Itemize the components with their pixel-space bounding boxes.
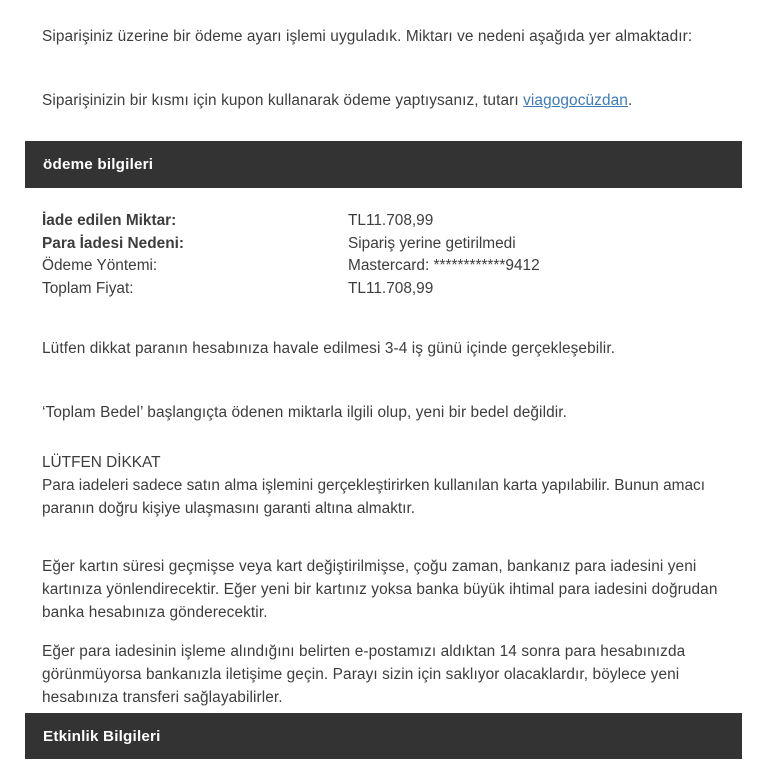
table-row — [42, 278, 722, 301]
attention-body: Para iadeleri sadece satın alma işlemini gerçekleştirirken kullanılan karta yapılabilir. Bunun amacı paranın doğru kişiye ulaşmasını garanti altına almaktır. — [42, 477, 705, 517]
contact-bank-note: Eğer para iadesinin işleme alındığını belirten e-postamızı aldıktan 14 sonra para hesabınızda görünmüyorsa bankanızla iletişime geçin. Parayı sizin için saklıyor olacaklardır, böylece yeni hesabınıza transferi sağlayabilirler. — [42, 643, 686, 707]
payment-method-value: Mastercard: ************9412 — [348, 257, 540, 274]
refund-amount-label: İade edilen Miktar: — [42, 212, 177, 229]
attention-block — [42, 451, 732, 520]
intro-paragraph-1: Siparişiniz üzerine bir ödeme ayarı işlemi uyguladık. Miktarı ve nedeni aşağıda yer almaktadır: — [42, 28, 693, 46]
payment-method-label: Ödeme Yöntemi: — [42, 257, 158, 274]
total-price-label: Toplam Fiyat: — [42, 279, 134, 297]
viagogo-wallet-link[interactable]: viagogocüzdan — [523, 92, 628, 110]
payment-details-table — [42, 210, 722, 300]
intro-paragraph-2-prefix: Siparişinizin bir kısmı için kupon kullanarak ödeme yaptıysanız, tutarı — [42, 92, 524, 110]
table-row — [42, 255, 722, 278]
attention-heading: LÜTFEN DİKKAT — [42, 454, 161, 471]
intro-paragraph-2 — [42, 89, 722, 112]
transfer-timing-note: Lütfen dikkat paranın hesabınıza havale edilmesi 3-4 iş günü içinde gerçekleşebilir. — [42, 340, 616, 358]
table-row — [42, 210, 722, 233]
refund-amount-value: TL11.708,99 — [348, 212, 434, 229]
event-info-banner-label: Etkinlik Bilgileri — [43, 727, 161, 745]
payment-info-banner-label: ödeme bilgileri — [43, 156, 154, 173]
expired-card-note: Eğer kartın süresi geçmişse veya kart değiştirilmişse, çoğu zaman, bankanız para iadesini yeni kartınıza yönlendirecektir. Eğer yeni bir kartınız yoksa banka büyük ihtimal para iadesini doğrudan banka hesabınıza gönderecektir. — [42, 558, 718, 622]
intro-paragraph-2-suffix: . — [627, 92, 633, 110]
event-info-banner — [25, 713, 742, 759]
table-row — [42, 233, 722, 256]
payment-info-banner — [25, 141, 742, 188]
total-price-value: TL11.708,99 — [348, 279, 434, 297]
total-amount-note: ‘Toplam Bedel’ başlangıçta ödenen miktarla ilgili olup, yeni bir bedel değildir. — [42, 404, 568, 422]
refund-reason-value: Sipariş yerine getirilmedi — [348, 234, 516, 252]
refund-reason-label: Para İadesi Nedeni: — [42, 234, 184, 252]
